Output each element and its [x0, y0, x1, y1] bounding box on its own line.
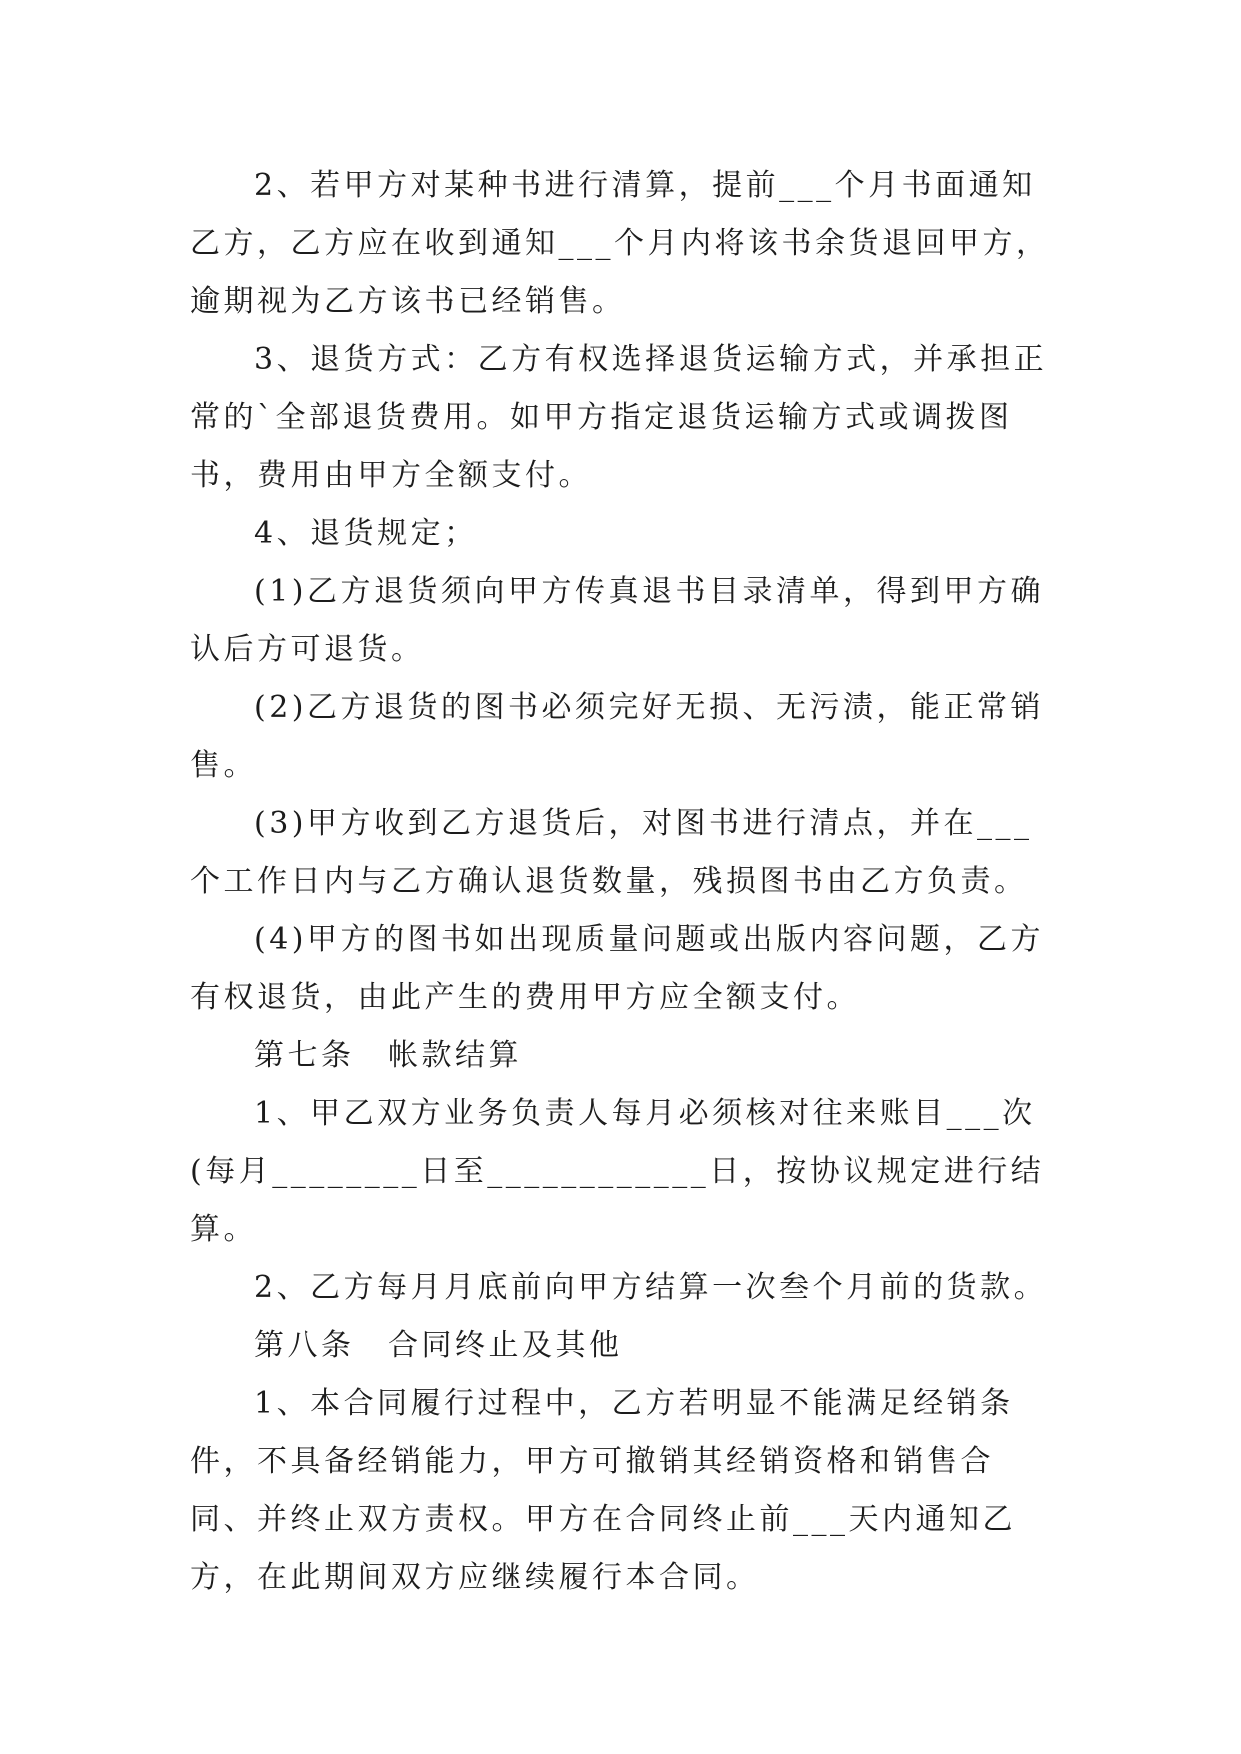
article-seven-heading: 第七条 帐款结算 [254, 1038, 522, 1073]
clause-return-rule-1: (1)乙方退货须向甲方传真退书目录清单，得到甲方确认后方可退货。 [190, 574, 1044, 667]
clause-contract-termination: 1、本合同履行过程中，乙方若明显不能满足经销条件，不具备经销能力，甲方可撤销其经销资格和销售合同、并终止双方责权。甲方在合同终止前___天内通知乙方，在此期间双方应继续履行本合同。 [190, 1386, 1016, 1595]
clause-account-reconciliation: 1、甲乙双方业务负责人每月必须核对往来账目___次(每月________日至____________日，按协议规定进行结算。 [190, 1096, 1045, 1247]
clause-return-rule-2: (2)乙方退货的图书必须完好无损、无污渍，能正常销售。 [190, 690, 1044, 783]
clause-liquidation-notice: 2、若甲方对某种书进行清算，提前___个月书面通知乙方，乙方应在收到通知___个月内将该书余货退回甲方，逾期视为乙方该书已经销售。 [190, 168, 1050, 319]
clause-return-rules-heading: 4、退货规定； [254, 516, 478, 551]
article-eight-heading: 第八条 合同终止及其他 [254, 1328, 623, 1363]
clause-return-rule-3: (3)甲方收到乙方退货后，对图书进行清点，并在___个工作日内与乙方确认退货数量，残损图书由乙方负责。 [190, 806, 1033, 899]
clause-return-rule-4: (4)甲方的图书如出现质量问题或出版内容问题，乙方有权退货，由此产生的费用甲方应全额支付。 [190, 922, 1044, 1015]
clause-return-method: 3、退货方式：乙方有权选择退货运输方式，并承担正常的`全部退货费用。如甲方指定退货运输方式或调拨图书，费用由甲方全额支付。 [190, 342, 1048, 493]
clause-monthly-settlement: 2、乙方每月月底前向甲方结算一次叁个月前的货款。 [254, 1270, 1048, 1305]
document-body [190, 157, 1050, 1607]
